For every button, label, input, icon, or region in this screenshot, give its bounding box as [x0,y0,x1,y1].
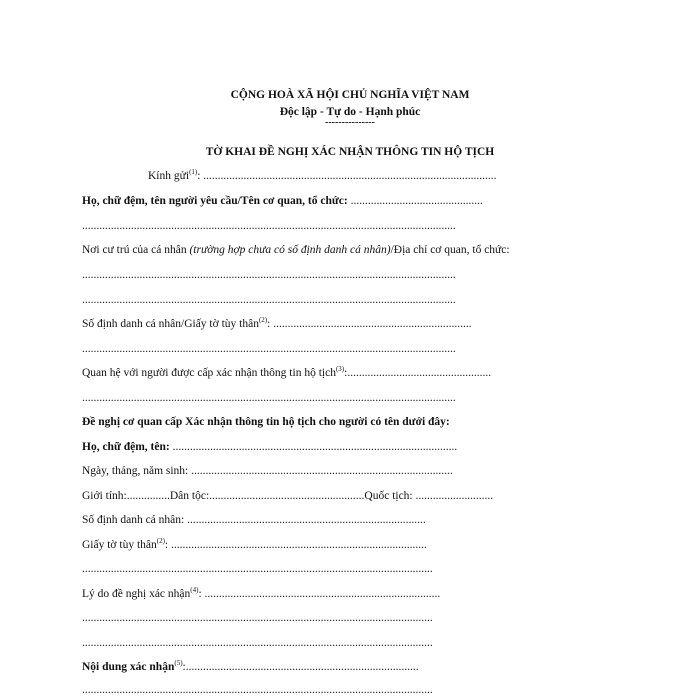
fill-line: .............................................. [347,195,483,207]
fill-line: :................................................................................. [182,661,419,673]
note-ref: (2) [156,537,165,546]
nationality-label: Quốc tịch: [364,490,413,502]
requester-label: Họ, chữ đệm, tên người yêu cầu/Tên cơ quan, tổ chức: [82,195,348,207]
note-ref: (1) [189,168,198,177]
subject-id-label: Số định danh cá nhân: [82,514,185,526]
gender-label: Giới tính: [82,490,127,502]
kinh-gui-label: Kính gửi [148,170,190,182]
fill-line: .................................................................................................................................. [82,294,456,306]
id-number-label: Số định danh cá nhân/Giấy tờ tùy thân [82,318,259,330]
relation-label: Quan hệ với người được cấp xác nhận thông tin hộ tịch [82,367,336,379]
subject-doc-field [82,539,427,551]
fill-line: ........................... [412,490,494,502]
fill-line: .......................................................................................................................... [82,637,433,649]
ethnicity-label: Dân tộc: [169,490,210,502]
fill-line: :.................................................. [344,367,492,379]
gender-row [82,490,493,502]
content-label: Nội dung xác nhận [82,661,175,673]
reason-field [82,588,440,600]
subject-name-field [82,441,457,453]
fill-line: ...................................................... [209,490,365,502]
note-ref: (3) [335,365,345,374]
request-heading: Đề nghị cơ quan cấp Xác nhận thông tin hộ tịch cho người có tên dưới đây: [82,416,450,428]
fill-line: .......................................................................................................................... [82,684,433,696]
address-label: /Địa chỉ cơ quan, tổ chức: [390,244,510,256]
header-divider: --------------- [325,117,375,128]
nation-header: CỘNG HOÀ XÃ HỘI CHỦ NGHĨA VIỆT NAM [230,89,470,101]
fill-line: ................................................................................... [184,514,426,526]
note-ref: (2) [258,316,268,325]
residence-label: Nơi cư trú của cá nhân [82,244,190,256]
note-ref: (4) [190,586,199,595]
relation-field [82,367,491,379]
motto: Độc lập - Tự do - Hạnh phúc [279,106,421,118]
fill-line: .......................................................................................................................... [82,563,433,575]
residence-note: (trường hợp chưa có số định danh cá nhân) [189,244,391,256]
subject-id-field [82,514,426,526]
subject-name-label: Họ, chữ đệm, tên: [82,441,170,453]
form-title: TỜ KHAI ĐỀ NGHỊ XÁC NHẬN THÔNG TIN HỘ TỊCH [205,146,495,158]
requester-field [82,195,483,207]
fill-line: ........................................................................................... [188,465,453,477]
kinh-gui-field [148,170,497,182]
fill-line: : .................................................................................. [198,588,441,600]
note-ref: (5) [174,659,183,668]
subject-doc-label: Giấy tờ tùy thân [82,539,157,551]
residence-field [82,244,510,256]
fill-line: ............... [126,490,170,502]
id-number-field [82,318,472,330]
fill-line: .................................................................................................................................. [82,269,456,281]
fill-line: : ..................................................................... [267,318,472,330]
fill-line: : ...................................................................................................... [197,170,497,182]
dob-label: Ngày, tháng, năm sinh: [82,465,189,477]
fill-line: ................................................................................................... [169,441,458,453]
reason-label: Lý do đề nghị xác nhận [82,588,191,600]
fill-line: .................................................................................................................................. [82,220,456,232]
dob-field [82,465,453,477]
fill-line: .......................................................................................................................... [82,612,433,624]
fill-line: : ......................................................................................... [164,539,427,551]
fill-line: .................................................................................................................................. [82,392,456,404]
content-field [82,661,419,673]
fill-line: .................................................................................................................................. [82,343,456,355]
